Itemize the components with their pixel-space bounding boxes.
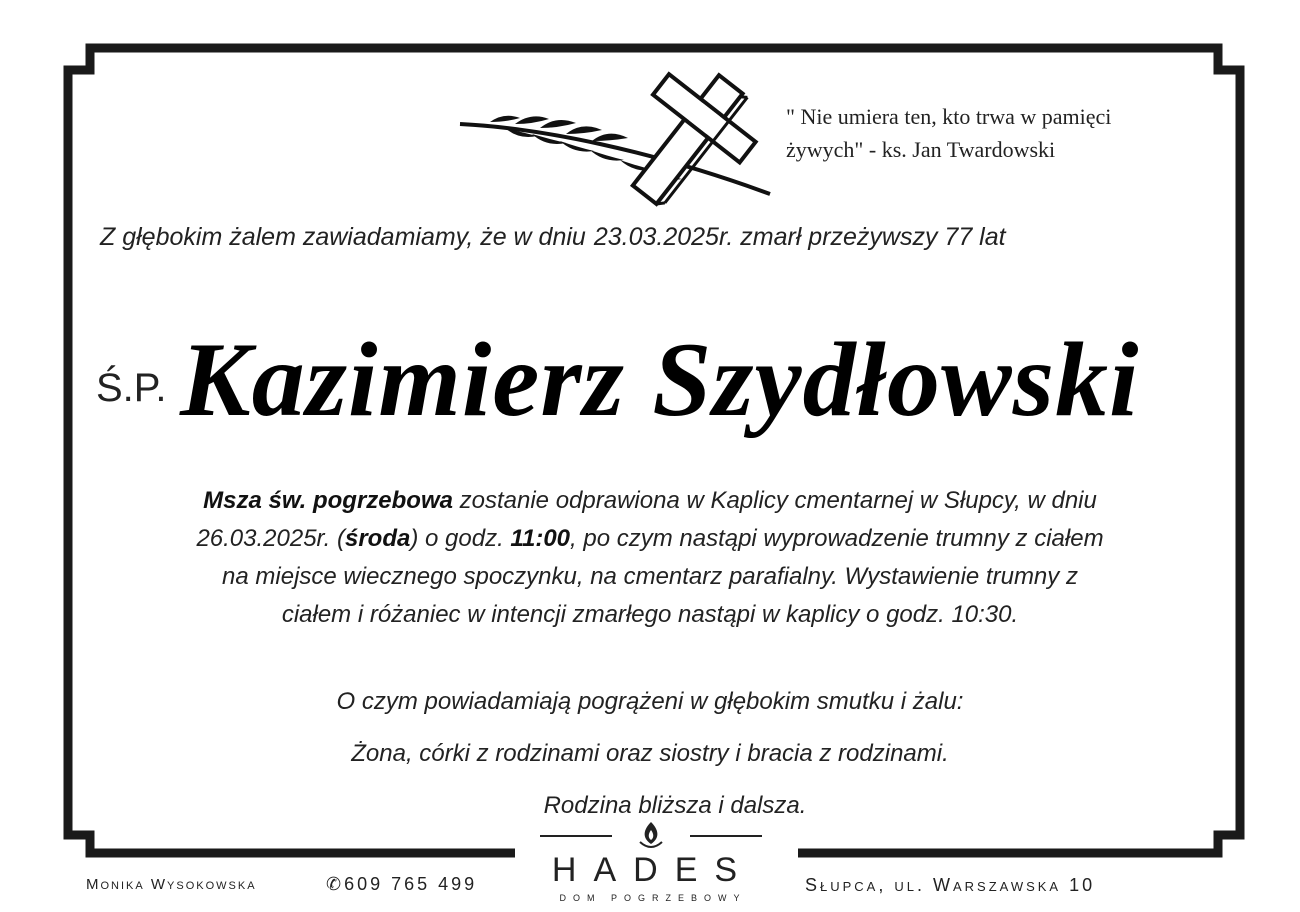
mourners-line-1: O czym powiadamiają pogrążeni w głębokim smutku i żalu: bbox=[336, 688, 964, 715]
cross-with-palm-icon bbox=[460, 51, 774, 229]
logo-name: HADES bbox=[551, 851, 755, 889]
contact-phone: ✆609 765 499 bbox=[326, 874, 478, 894]
address: Słupca, ul. Warszawska 10 bbox=[805, 875, 1096, 895]
quote-line-1: " Nie umiera ten, kto trwa w pamięci bbox=[786, 104, 1112, 129]
announcement-date: 23.03.2025r. zmarł przeżywszy 77 lat bbox=[593, 223, 1006, 251]
funeral-line-3: na miejsce wiecznego spoczynku, na cmentarz parafialny. Wystawienie trumny z bbox=[222, 563, 1078, 590]
contact-name: Monika Wysokowska bbox=[86, 876, 257, 893]
mourners bbox=[90, 676, 1210, 832]
funeral-line-4: ciałem i różaniec w intencji zmarłego nastąpi w kaplicy o godz. 10:30. bbox=[281, 601, 1019, 628]
announcement-intro: Z głębokim żalem zawiadamiamy, że w dniu bbox=[100, 223, 586, 251]
funeral-line-1 bbox=[80, 482, 1220, 520]
deceased-prefix: Ś.P. bbox=[96, 366, 167, 410]
funeral-text-3: , po czym nastąpi wyprowadzenie trumny z ciałem bbox=[570, 525, 1104, 552]
mourners-line-2: Żona, córki z rodzinami oraz siostry i bracia z rodzinami. bbox=[351, 740, 949, 767]
funeral-details bbox=[80, 482, 1220, 634]
logo-subtitle: DOM POGRZEBOWY bbox=[559, 893, 747, 903]
funeral-text-1: zostanie odprawiona w Kaplicy cmentarnej w Słupcy, w dniu bbox=[452, 487, 1097, 514]
mass-label: Msza św. pogrzebowa bbox=[203, 487, 453, 514]
mourners-line-3: Rodzina bliższa i dalsza. bbox=[543, 792, 807, 819]
funeral-weekday: środa bbox=[344, 525, 411, 552]
deceased-name: Kazimierz Szydłowski bbox=[180, 321, 1140, 438]
funeral-time: 11:00 bbox=[510, 525, 571, 552]
funeral-text-2: ) o godz. bbox=[410, 525, 511, 552]
funeral-date: 26.03.2025r. ( bbox=[196, 525, 345, 552]
quote-line-2: żywych" - ks. Jan Twardowski bbox=[786, 137, 1056, 162]
announcement bbox=[100, 223, 1220, 252]
funeral-line-2 bbox=[80, 520, 1220, 558]
quote bbox=[786, 100, 1216, 166]
